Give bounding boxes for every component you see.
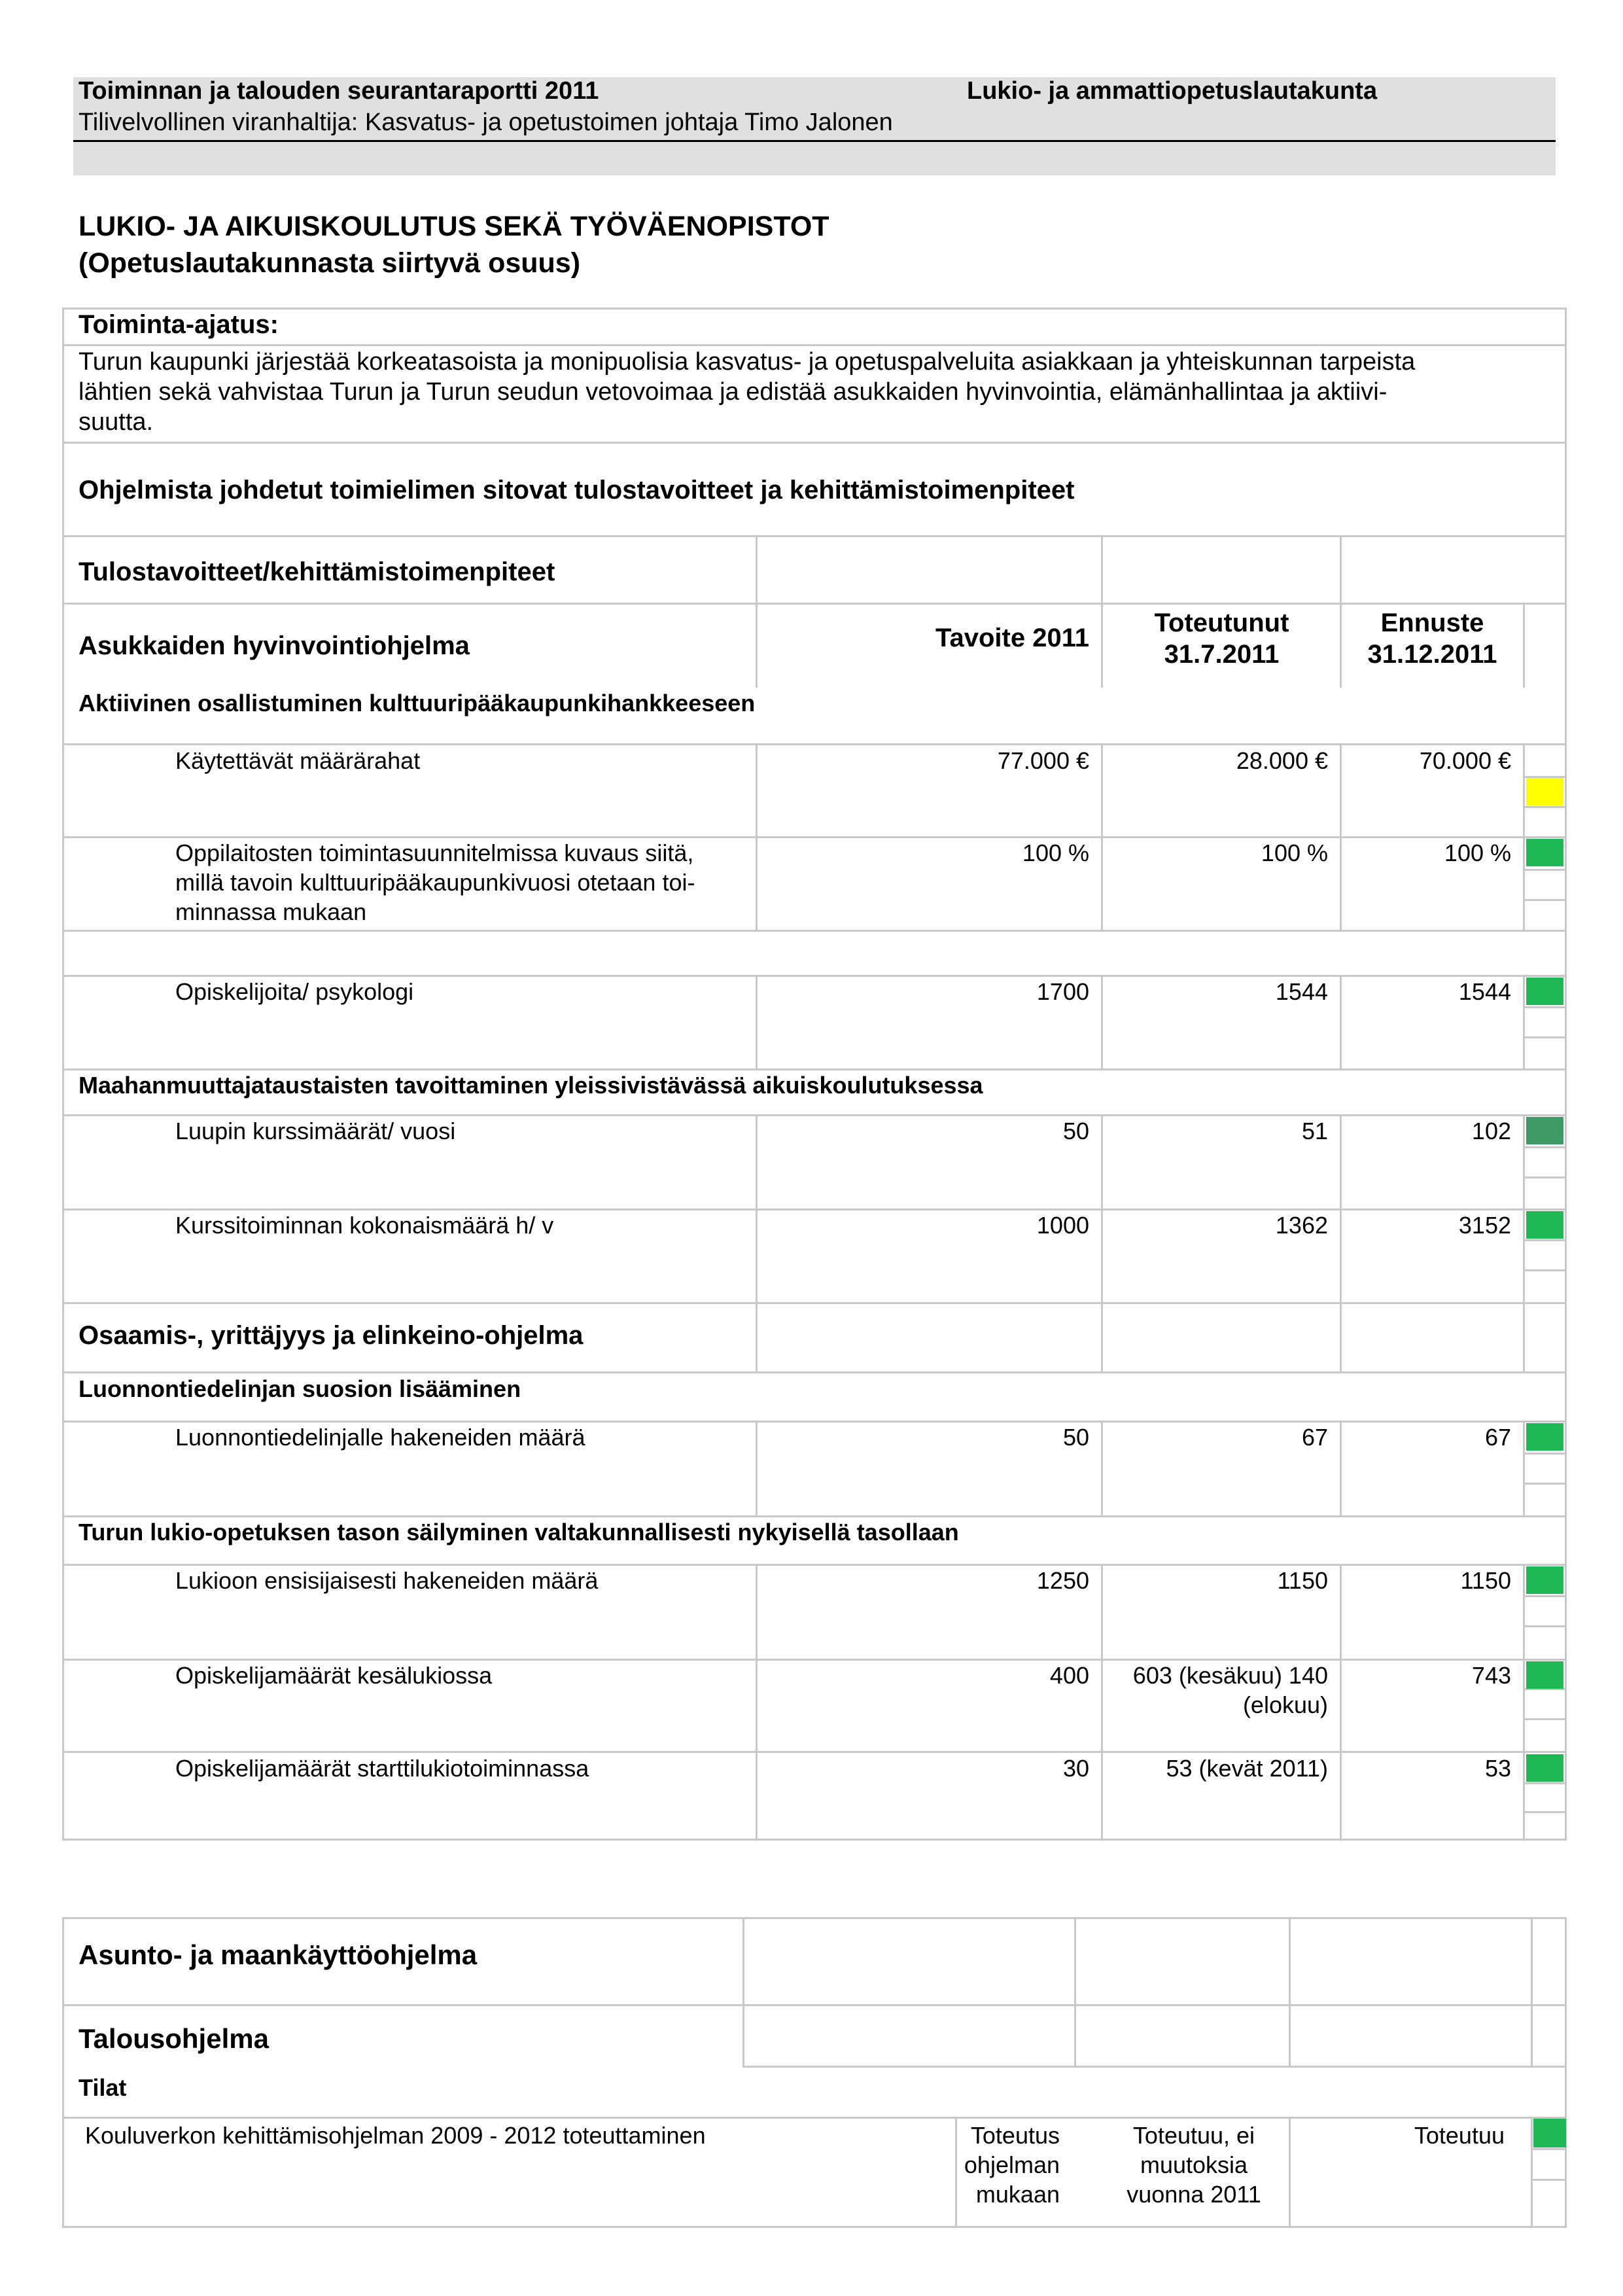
report-title: Toiminnan ja talouden seurantaraportti 2011 xyxy=(79,77,599,105)
row-actual: 1150 xyxy=(1277,1567,1328,1594)
row-target: 50 xyxy=(1062,1424,1089,1451)
row-label: Luonnontiedelinjalle hakeneiden määrä xyxy=(175,1424,585,1451)
group-heading: Luonnontiedelinjan suosion lisääminen xyxy=(79,1375,521,1402)
row-label: Opiskelijamäärät kesälukiossa xyxy=(175,1662,493,1689)
row-target: 1250 xyxy=(1036,1567,1089,1594)
status-indicator-green xyxy=(1526,1754,1563,1782)
row-forecast: 3152 xyxy=(1458,1212,1511,1239)
status-indicator-green xyxy=(1526,1661,1563,1689)
status-indicator-green xyxy=(1533,2119,1566,2147)
program-title: Talousohjelma xyxy=(79,2023,269,2054)
status-indicator-dark-green xyxy=(1526,1117,1563,1144)
board-name: Lukio- ja ammattiopetuslautakunta xyxy=(967,77,1378,105)
col-header-forecast: Ennuste 31.12.2011 xyxy=(1367,609,1497,669)
row-actual: 28.000 € xyxy=(1236,747,1328,774)
row-forecast: Toteutuu xyxy=(1414,2122,1505,2149)
row-actual: 67 xyxy=(1301,1424,1328,1451)
row-actual: 51 xyxy=(1301,1118,1328,1144)
row-target: 30 xyxy=(1062,1755,1089,1782)
row-target: 1000 xyxy=(1036,1212,1089,1239)
status-indicator-green xyxy=(1526,839,1563,866)
row-forecast: 53 xyxy=(1484,1755,1511,1782)
row-target: 100 % xyxy=(1022,839,1089,866)
row-forecast: 67 xyxy=(1484,1424,1511,1451)
mission-label: Toiminta-ajatus: xyxy=(79,310,279,339)
row-target: 77.000 € xyxy=(997,747,1089,774)
header-divider xyxy=(73,140,1556,142)
status-indicator-green xyxy=(1526,1211,1563,1239)
row-label: Lukioon ensisijaisesti hakeneiden määrä xyxy=(175,1567,599,1594)
row-label: Käytettävät määrärahat xyxy=(175,747,421,774)
row-actual: 603 (kesäkuu) 140 (elokuu) xyxy=(1132,1662,1328,1718)
group-heading: Maahanmuuttajataustaisten tavoittaminen yleissivistävässä aikuiskoulutuksessa xyxy=(79,1072,983,1099)
group-heading: Tilat xyxy=(79,2074,127,2101)
row-forecast: 70.000 € xyxy=(1419,747,1511,774)
row-label: Opiskelijoita/ psykologi xyxy=(175,978,414,1005)
row-label: Opiskelijamäärät starttilukiotoiminnassa xyxy=(175,1755,589,1782)
row-forecast: 100 % xyxy=(1444,839,1511,866)
col-header-actual: Toteutunut 31.7.2011 xyxy=(1154,609,1289,669)
program-title: Asunto- ja maankäyttöohjelma xyxy=(79,1939,478,1970)
goals-heading: Ohjelmista johdetut toimielimen sitovat tulostavoitteet ja kehittämistoimenpiteet xyxy=(79,476,1075,504)
status-indicator-yellow xyxy=(1526,778,1563,805)
group-heading: Turun lukio-opetuksen tason säilyminen valtakunnallisesti nykyisellä tasollaan xyxy=(79,1519,959,1545)
row-forecast: 102 xyxy=(1471,1118,1511,1144)
row-actual: 100 % xyxy=(1261,839,1328,866)
row-actual: Toteutuu, ei muutoksia vuonna 2011 xyxy=(1126,2122,1261,2208)
row-forecast: 743 xyxy=(1471,1662,1511,1689)
row-label: Kouluverkon kehittämisohjelman 2009 - 2012 toteuttaminen xyxy=(85,2122,706,2149)
row-target: 1700 xyxy=(1036,978,1089,1005)
row-target: Toteutus ohjelman mukaan xyxy=(964,2122,1060,2208)
mission-text: Turun kaupunki järjestää korkeatasoista ja monipuolisia kasvatus- ja opetuspalveluita asiakkaan ja yhteiskunnan tarpeista lähtien sekä vahvistaa Turun ja Turun seudun vetovoimaa ja edistää asukkaiden hyvinvointia, elämänhallintaa ja aktiivi- suutta. xyxy=(79,348,1416,436)
program-title: Asukkaiden hyvinvointiohjelma xyxy=(79,631,470,660)
section-title: LUKIO- JA AIKUISKOULUTUS SEKÄ TYÖVÄENOPISTOT (Opetuslautakunnasta siirtyvä osuus) xyxy=(79,211,829,279)
responsible-official: Tilivelvollinen viranhaltija: Kasvatus- ja opetustoimen johtaja Timo Jalonen xyxy=(79,109,893,136)
program-title: Osaamis-, yrittäjyys ja elinkeino-ohjelma xyxy=(79,1321,584,1350)
row-actual: 53 (kevät 2011) xyxy=(1166,1755,1328,1782)
row-actual: 1362 xyxy=(1275,1212,1328,1239)
row-label: Luupin kurssimäärät/ vuosi xyxy=(175,1118,456,1144)
row-target: 50 xyxy=(1062,1118,1089,1144)
table-subheading: Tulostavoitteet/kehittämistoimenpiteet xyxy=(79,557,555,586)
status-indicator-green xyxy=(1526,978,1563,1005)
row-label: Oppilaitosten toimintasuunnitelmissa kuvaus siitä, millä tavoin kulttuuripääkaupunkivuosi otetaan toi- minnassa mukaan xyxy=(175,839,695,925)
row-forecast: 1544 xyxy=(1458,978,1511,1005)
row-forecast: 1150 xyxy=(1460,1567,1511,1594)
row-label: Kurssitoiminnan kokonaismäärä h/ v xyxy=(175,1212,554,1239)
col-header-target: Tavoite 2011 xyxy=(935,624,1089,652)
status-indicator-green xyxy=(1526,1423,1563,1451)
row-target: 400 xyxy=(1049,1662,1089,1689)
group-heading: Aktiivinen osallistuminen kulttuuripääkaupunkihankkeeseen xyxy=(79,690,756,716)
status-indicator-green xyxy=(1526,1566,1563,1594)
row-actual: 1544 xyxy=(1275,978,1328,1005)
